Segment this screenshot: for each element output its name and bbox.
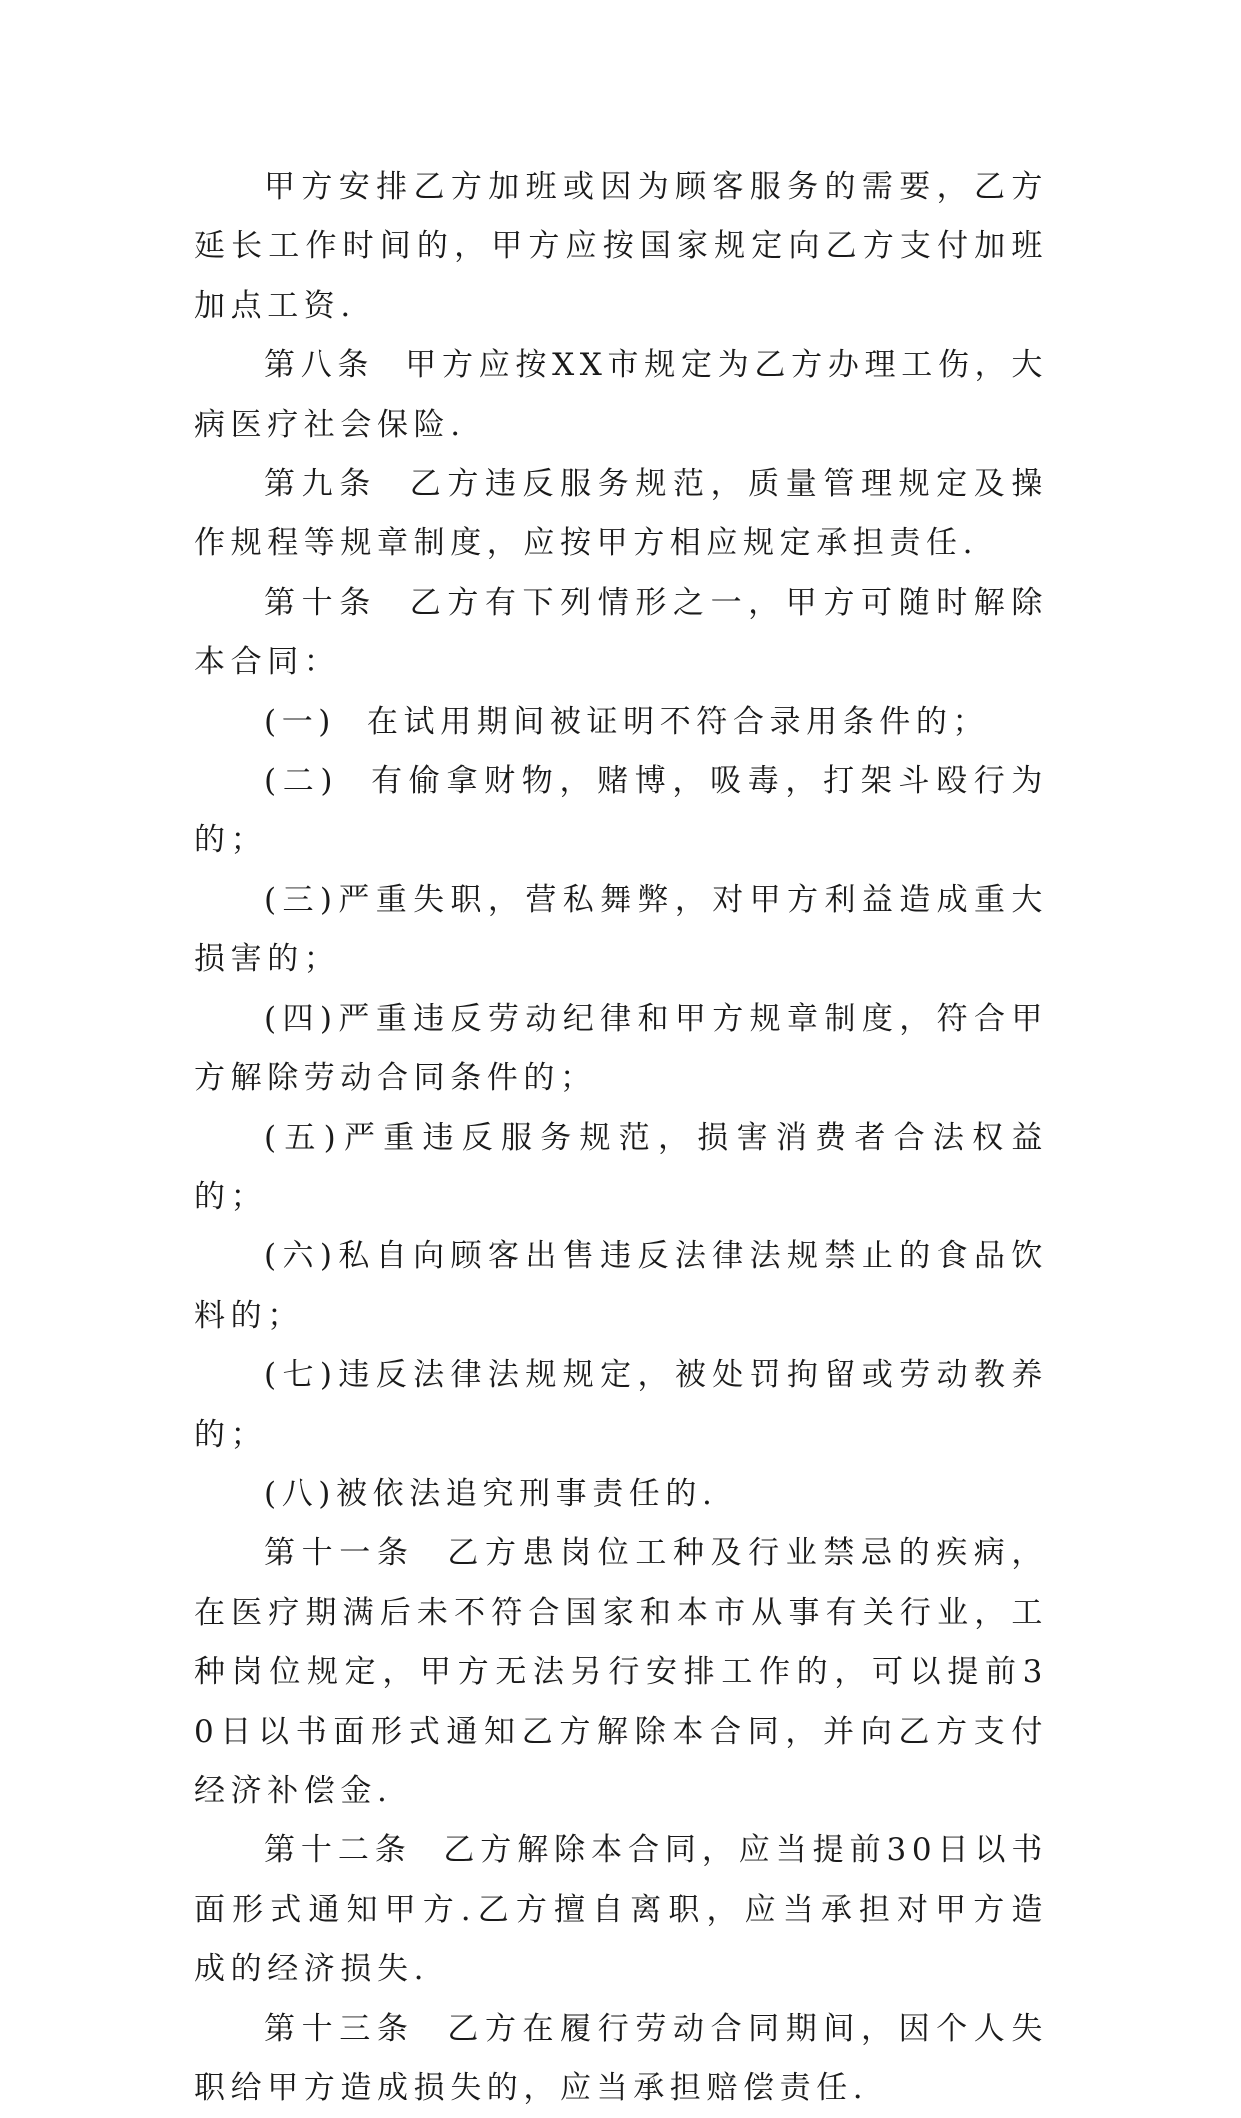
article-10-item-7: (七)违反法律法规规定，被处罚拘留或劳动教养的； xyxy=(194,1357,1048,1453)
article-10-item-5: (五)严重违反服务规范，损害消费者合法权益的； xyxy=(194,1119,1048,1215)
article-12: 第十二条 乙方解除本合同，应当提前30日以书面形式通知甲方.乙方擅自离职，应当承担对甲方造成的经济损失. xyxy=(194,1832,1048,1988)
article-10-item-3: (三)严重失职，营私舞弊，对甲方利益造成重大损害的； xyxy=(194,881,1048,978)
article-8: 第八条 甲方应按XX市规定为乙方办理工伤，大病医疗社会保险. xyxy=(194,347,1048,443)
article-10-item-6: (六)私自向顾客出售违反法律法规禁止的食品饮料的； xyxy=(194,1238,1048,1334)
article-10-item-2: (二) 有偷拿财物，赌博，吸毒，打架斗殴行为的； xyxy=(194,763,1048,859)
article-10-item-1: (一) 在试用期间被证明不符合录用条件的； xyxy=(264,703,990,740)
article-10: 第十条 乙方有下列情形之一，甲方可随时解除本合同： xyxy=(194,584,1048,681)
paragraph-overtime-pay: 甲方安排乙方加班或因为顾客服务的需要，乙方延长工作时间的，甲方应按国家规定向乙方支付加班加点工资. xyxy=(194,169,1048,324)
article-13: 第十三条 乙方在履行劳动合同期间，因个人失职给甲方造成损失的，应当承担赔偿责任. xyxy=(194,2010,1048,2106)
article-9: 第九条 乙方违反服务规范，质量管理规定及操作规程等规章制度，应按甲方相应规定承担责任. xyxy=(194,466,1048,562)
article-11: 第十一条 乙方患岗位工种及行业禁忌的疾病，在医疗期满后未不符合国家和本市从事有关行业，工种岗位规定，甲方无法另行安排工作的，可以提前30日以书面形式通知乙方解除本合同，并向乙方支付经济补偿金. xyxy=(194,1535,1048,1809)
article-10-item-4: (四)严重违反劳动纪律和甲方规章制度，符合甲方解除劳动合同条件的； xyxy=(194,1000,1048,1097)
article-10-item-8: (八)被依法追究刑事责任的. xyxy=(264,1475,718,1512)
contract-body xyxy=(194,158,1048,2118)
